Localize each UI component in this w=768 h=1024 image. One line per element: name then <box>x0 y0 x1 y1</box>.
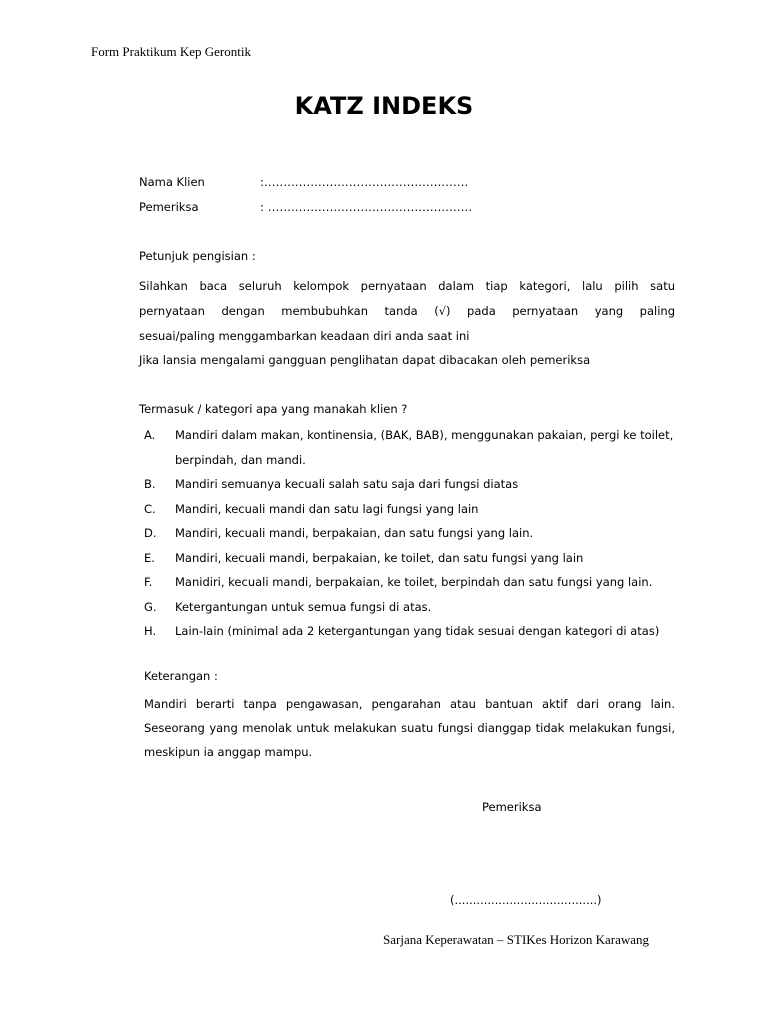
option-letter: E. <box>144 550 155 565</box>
option-text: Mandiri dalam makan, kontinensia, (BAK, BAB), menggunakan pakaian, pergi ke toilet, berpindah, dan mandi. <box>175 428 674 467</box>
option-text: Mandiri, kecuali mandi, berpakaian, ke toilet, dan satu fungsi yang lain <box>175 550 584 565</box>
footer-note: Sarjana Keperawatan – STIKes Horizon Karawang <box>383 932 650 947</box>
instructions-heading: Petunjuk pengisian : <box>139 249 256 263</box>
option-text: Lain-lain (minimal ada 2 ketergantungan yang tidak sesuai dengan kategori di atas) <box>175 624 660 638</box>
instructions-line-1: Silahkan baca seluruh kelompok pernyataan dalam tiap kategori, lalu pilih satu <box>139 279 675 293</box>
page-title: KATZ INDEKS <box>294 92 474 120</box>
option-text: Mandiri, kecuali mandi dan satu lagi fungsi yang lain <box>175 501 479 516</box>
option-letter: H. <box>144 624 157 638</box>
option-c[interactable] <box>144 497 676 522</box>
header-note: Form Praktikum Kep Gerontik <box>91 44 251 59</box>
field-value-nama-klien: :..................................................... <box>260 175 469 189</box>
signature-line: (.......................................) <box>450 893 602 907</box>
notes-line-2: Seseorang yang menolak untuk melakukan suatu fungsi dianggap tidak melakukan fungsi, <box>144 721 675 735</box>
option-b[interactable] <box>144 472 676 497</box>
field-label-pemeriksa: Pemeriksa <box>139 200 199 214</box>
option-letter: C. <box>144 501 156 516</box>
notes-heading: Keterangan : <box>144 669 218 683</box>
option-text: Mandiri, kecuali mandi, berpakaian, dan satu fungsi yang lain. <box>175 526 534 540</box>
field-value-pemeriksa: : ..................................................... <box>260 200 473 214</box>
option-letter: G. <box>144 599 157 614</box>
option-text: Mandiri semuanya kecuali salah satu saja dari fungsi diatas <box>175 477 519 491</box>
option-g[interactable] <box>144 595 676 620</box>
option-e[interactable] <box>144 546 676 571</box>
instructions-line-4: Jika lansia mengalami gangguan penglihatan dapat dibacakan oleh pemeriksa <box>139 353 591 367</box>
option-d[interactable] <box>144 521 676 546</box>
notes-line-3: meskipun ia anggap mampu. <box>144 745 313 759</box>
option-text: Manidiri, kecuali mandi, berpakaian, ke toilet, berpindah dan satu fungsi yang lain. <box>175 575 653 589</box>
option-a[interactable] <box>144 423 676 472</box>
option-text: Ketergantungan untuk semua fungsi di atas. <box>175 599 432 614</box>
option-letter: A. <box>144 428 156 442</box>
instructions-line-2: pernyataan dengan membubuhkan tanda (√) pada pernyataan yang paling <box>139 304 675 318</box>
instructions-line-3: sesuai/paling menggambarkan keadaan diri anda saat ini <box>139 329 470 343</box>
notes-line-1: Mandiri berarti tanpa pengawasan, pengarahan atau bantuan aktif dari orang lain. <box>144 697 675 711</box>
question-heading: Termasuk / kategori apa yang manakah klien ? <box>139 402 408 416</box>
option-h[interactable] <box>144 619 676 644</box>
option-letter: F. <box>144 575 153 589</box>
option-letter: B. <box>144 477 156 491</box>
field-label-nama-klien: Nama Klien <box>139 175 205 189</box>
option-letter: D. <box>144 526 157 540</box>
option-list <box>144 423 676 644</box>
option-f[interactable] <box>144 570 676 595</box>
signer-label: Pemeriksa <box>482 800 542 814</box>
